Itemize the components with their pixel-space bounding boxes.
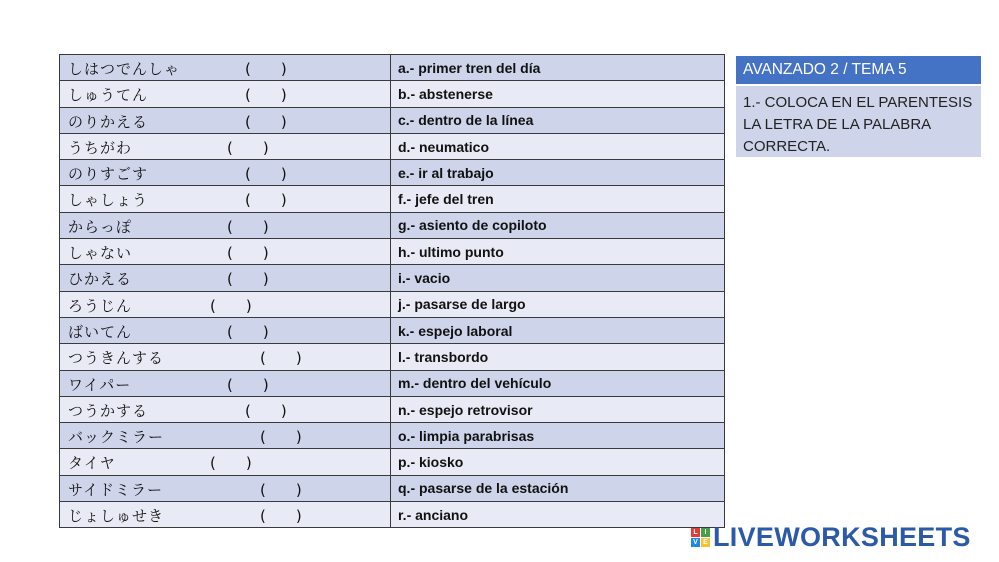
table-row: [60, 107, 725, 133]
japanese-word: しゃしょう: [68, 191, 149, 210]
japanese-cell: [60, 212, 391, 238]
answer-option: a.- primer tren del día: [391, 55, 725, 81]
japanese-word: しゃない: [68, 244, 133, 263]
japanese-word: つうきんする: [68, 349, 165, 368]
japanese-cell: [60, 55, 391, 81]
japanese-cell: [60, 344, 391, 370]
answer-option: l.- transbordo: [391, 344, 725, 370]
table-row: [60, 317, 725, 343]
japanese-cell: [60, 239, 391, 265]
answer-option: e.- ir al trabajo: [391, 160, 725, 186]
answer-parenthesis[interactable]: ( ): [245, 86, 287, 105]
answer-parenthesis[interactable]: ( ): [227, 138, 269, 157]
japanese-word: しはつでんしゃ: [68, 60, 181, 78]
japanese-cell: [60, 317, 391, 343]
table-row: [60, 239, 725, 265]
table-row: [60, 160, 725, 186]
table-row: [60, 81, 725, 107]
table-row: [60, 265, 725, 291]
japanese-word: サイドミラー: [68, 480, 163, 499]
japanese-cell: [60, 186, 391, 212]
japanese-word: のりかえる: [68, 112, 149, 131]
japanese-cell: [60, 265, 391, 291]
japanese-word: うちがわ: [68, 138, 133, 157]
answer-option: j.- pasarse de largo: [391, 291, 725, 317]
table-row: [60, 344, 725, 370]
japanese-word: ばいてん: [68, 322, 133, 341]
answer-option: b.- abstenerse: [391, 81, 725, 107]
answer-parenthesis[interactable]: ( ): [245, 401, 287, 420]
answer-parenthesis[interactable]: ( ): [227, 270, 269, 289]
japanese-cell: [60, 423, 391, 449]
answer-option: c.- dentro de la línea: [391, 107, 725, 133]
japanese-word: バックミラー: [68, 428, 165, 447]
answer-option: i.- vacio: [391, 265, 725, 291]
answer-option: n.- espejo retrovisor: [391, 396, 725, 422]
japanese-cell: [60, 133, 391, 159]
japanese-word: しゅうてん: [68, 86, 149, 105]
logo-icon: L I V E: [691, 528, 710, 547]
japanese-cell: [60, 396, 391, 422]
answer-option: r.- anciano: [391, 502, 725, 528]
task-title: AVANZADO 2 / TEMA 5: [736, 56, 981, 86]
japanese-word: のりすごす: [68, 165, 149, 184]
answer-option: p.- kiosko: [391, 449, 725, 475]
answer-parenthesis[interactable]: ( ): [227, 217, 269, 236]
japanese-word: からっぽ: [68, 217, 133, 236]
answer-option: o.- limpia parabrisas: [391, 423, 725, 449]
japanese-word: ひかえる: [68, 270, 133, 289]
table-row: [60, 133, 725, 159]
table-row: [60, 423, 725, 449]
table-row: [60, 186, 725, 212]
table-row: [60, 55, 725, 81]
matching-table: [59, 54, 725, 528]
answer-option: m.- dentro del vehículo: [391, 370, 725, 396]
table-row: [60, 396, 725, 422]
answer-parenthesis[interactable]: ( ): [260, 428, 302, 447]
answer-option: k.- espejo laboral: [391, 317, 725, 343]
japanese-cell: [60, 449, 391, 475]
answer-parenthesis[interactable]: ( ): [245, 112, 287, 131]
table-row: [60, 212, 725, 238]
table-row: [60, 291, 725, 317]
logo-text: LIVEWORKSHEETS: [713, 521, 971, 552]
answer-parenthesis[interactable]: ( ): [227, 244, 269, 263]
japanese-word: じょしゅせき: [68, 507, 165, 526]
table-row: [60, 502, 725, 528]
japanese-cell: [60, 502, 391, 528]
answer-parenthesis[interactable]: ( ): [210, 454, 252, 473]
answer-parenthesis[interactable]: ( ): [245, 165, 287, 184]
answer-parenthesis[interactable]: ( ): [227, 375, 269, 394]
table-row: [60, 449, 725, 475]
japanese-cell: [60, 160, 391, 186]
answer-option: d.- neumatico: [391, 133, 725, 159]
answer-option: h.- ultimo punto: [391, 239, 725, 265]
japanese-word: ろうじん: [68, 296, 133, 315]
answer-parenthesis[interactable]: ( ): [227, 322, 269, 341]
japanese-cell: [60, 81, 391, 107]
task-box: [736, 56, 981, 157]
table-row: [60, 370, 725, 396]
answer-parenthesis[interactable]: ( ): [245, 60, 287, 78]
japanese-cell: [60, 475, 391, 501]
answer-parenthesis[interactable]: ( ): [245, 191, 287, 210]
japanese-cell: [60, 370, 391, 396]
japanese-cell: [60, 107, 391, 133]
task-instruction: 1.- COLOCA EN EL PARENTESIS LA LETRA DE LA PALABRA CORRECTA.: [743, 94, 973, 155]
answer-option: q.- pasarse de la estación: [391, 475, 725, 501]
matching-rows: [60, 55, 725, 528]
answer-option: g.- asiento de copiloto: [391, 212, 725, 238]
japanese-word: タイヤ: [68, 454, 116, 473]
answer-option: f.- jefe del tren: [391, 186, 725, 212]
japanese-cell: [60, 291, 391, 317]
answer-parenthesis[interactable]: ( ): [210, 296, 252, 315]
liveworksheets-logo: [691, 521, 971, 553]
answer-parenthesis[interactable]: ( ): [260, 480, 302, 499]
table-row: [60, 475, 725, 501]
answer-parenthesis[interactable]: ( ): [260, 507, 302, 526]
japanese-word: ワイパー: [68, 375, 132, 394]
japanese-word: つうかする: [68, 401, 149, 420]
answer-parenthesis[interactable]: ( ): [260, 349, 302, 368]
